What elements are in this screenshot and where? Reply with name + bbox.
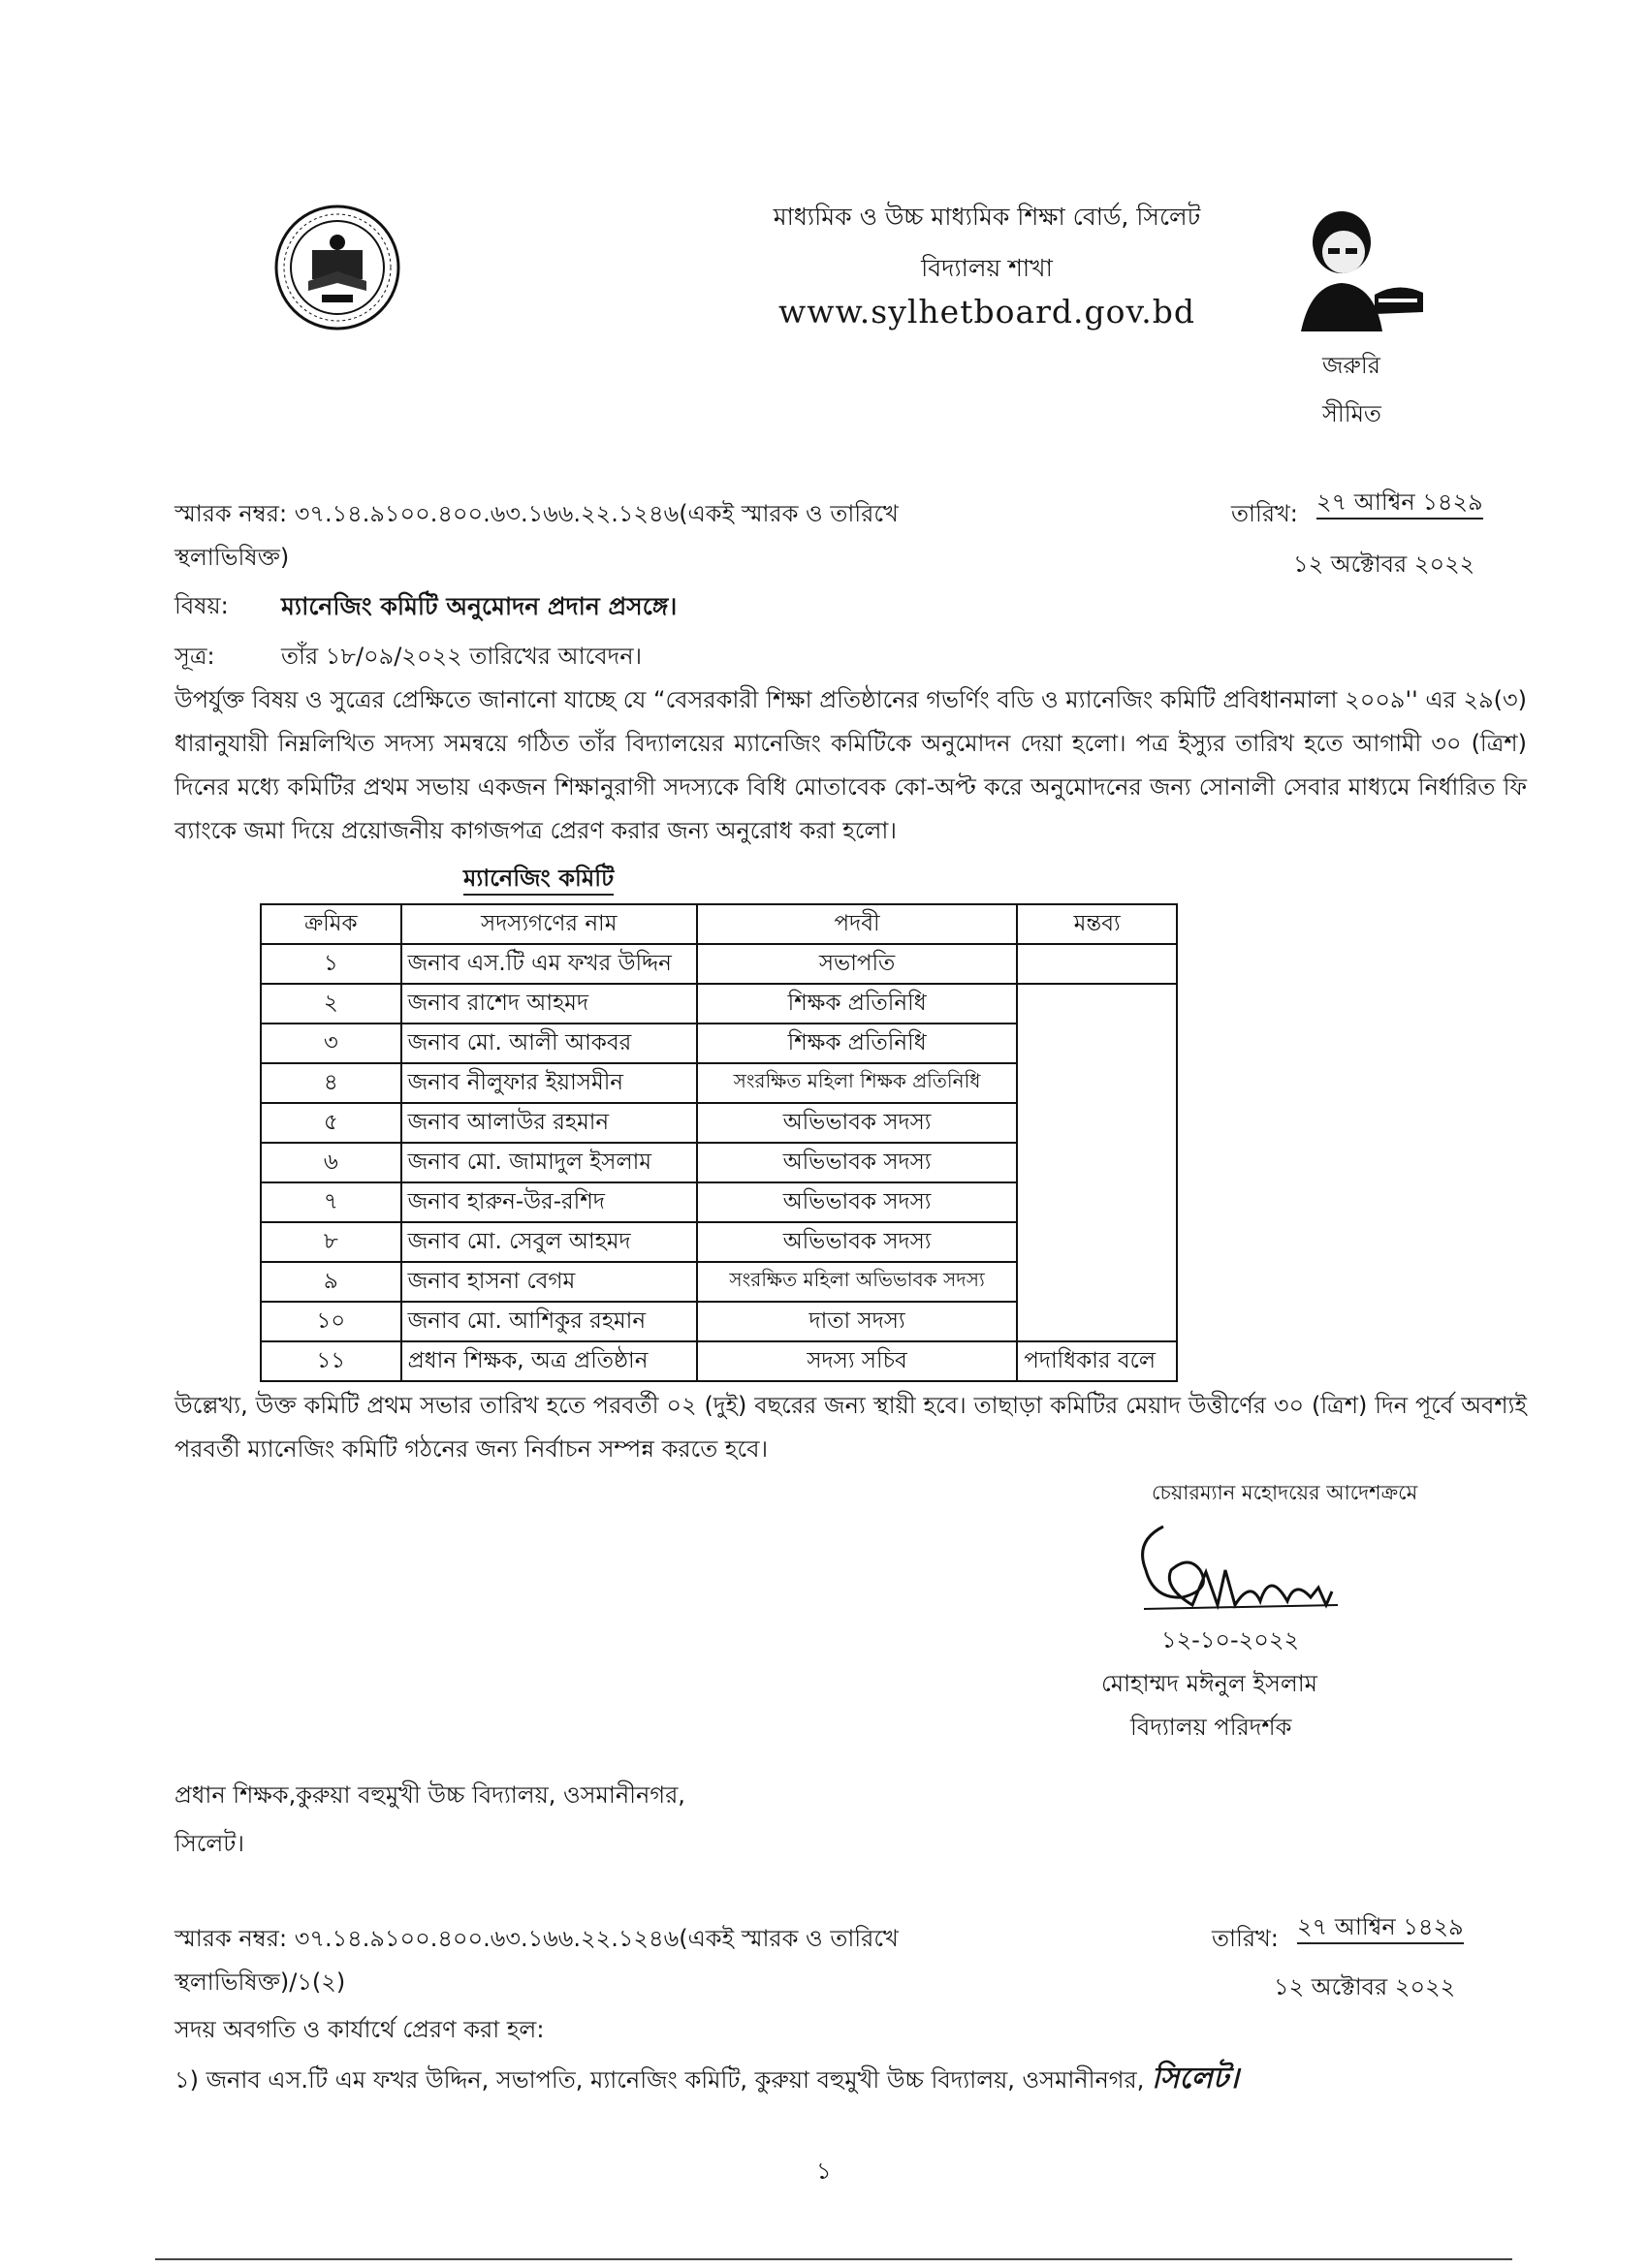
table-row (261, 984, 1177, 1024)
section-name: বিদ্যালয় শাখা (921, 254, 1053, 282)
page-number: ১ (816, 2158, 832, 2185)
cell-name: জনাব রাশেদ আহমদ (401, 984, 697, 1024)
cell-name: জনাব মো. আশিকুর রহমান (401, 1302, 697, 1341)
memo-ref-label: স্মারক নম্বর: (174, 500, 288, 527)
memo2-date-bangla: ২৭ আশ্বিন ১৪২৯ (1297, 1906, 1464, 1949)
cell-post: সভাপতি (697, 944, 1017, 984)
board-name: মাধ্যমিক ও উচ্চ মাধ্যমিক শিক্ষা বোর্ড, সিলেট (773, 203, 1201, 231)
col-header-name: সদস্যগণের নাম (401, 904, 697, 944)
table-header-row (261, 904, 1177, 944)
col-header-serial: ক্রমিক (261, 904, 401, 944)
cell-serial: ৭ (261, 1182, 401, 1222)
website-link[interactable]: www.sylhetboard.gov.bd (777, 293, 1195, 331)
cell-post: অভিভাবক সদস্য (697, 1182, 1017, 1222)
memo2-ref-label: স্মারক নম্বর: (174, 1925, 288, 1952)
cell-post: অভিভাবক সদস্য (697, 1103, 1017, 1143)
table-row (261, 944, 1177, 984)
memo2-ref-number: ৩৭.১৪.৯১০০.৪০০.৬৩.১৬৬.২২.১২৪৬(একই স্মারক ও তারিখে (294, 1925, 899, 1952)
mujib-borsho-emblem-icon (1282, 205, 1427, 331)
body-paragraph: উপর্যুক্ত বিষয় ও সুত্রের প্রেক্ষিতে জানানো যাচ্ছে যে “বেসরকারী শিক্ষা প্রতিষ্ঠানের গভর্ণিং বডি ও ম্যানেজিং কমিটি প্রবিধানমালা ২০০৯'' এর ২৯(৩) ধারানুযায়ী নিম্নলিখিত সদস্য সমন্বয়ে গঠিত তাঁর বিদ্যালয়ের ম্যানেজিং কমিটিকে অনুমোদন দেয়া হলো। পত্র ইস্যুর তারিখ হতে আগামী ৩০ (ত্রিশ) দিনের মধ্যে কমিটির প্রথম সভায় একজন শিক্ষানুরাগী সদস্যকে বিধি মোতাবেক কো-অপ্ট করে অনুমোদনের জন্য সোনালী সেবার মাধ্যমে নির্ধারিত ফি ব্যাংকে জমা দিয়ে প্রয়োজনীয় কাগজপত্র প্রেরণ করার জন্য অনুরোধ করা হলো। (174, 686, 1527, 844)
memo-ref-cont: স্থলাভিষিক্ত) (174, 544, 290, 571)
restricted-tag: সীমিত (1322, 400, 1381, 427)
cell-serial: ৫ (261, 1103, 401, 1143)
memo-ref-number: ৩৭.১৪.৯১০০.৪০০.৬৩.১৬৬.২২.১২৪৬(একই স্মারক ও তারিখে (294, 500, 899, 527)
cell-name: জনাব মো. সেবুল আহমদ (401, 1222, 697, 1262)
cell-name: জনাব নীলুফার ইয়াসমীন (401, 1063, 697, 1103)
memo-ref-line (174, 492, 899, 536)
table-row (261, 1341, 1177, 1381)
cell-name: জনাব আলাউর রহমান (401, 1103, 697, 1143)
cell-name: প্রধান শিক্ষক, অত্র প্রতিষ্ঠান (401, 1341, 697, 1381)
note-paragraph: উল্লেখ্য, উক্ত কমিটি প্রথম সভার তারিখ হতে পরবর্তী ০২ (দুই) বছরের জন্য স্থায়ী হবে। তাছাড়া কমিটির মেয়াদ উত্তীর্ণের ৩০ (ত্রিশ) দিন পূর্বে অবশ্যই পরবর্তী ম্যানেজিং কমিটি গঠনের জন্য নির্বাচন সম্পন্ন করতে হবে। (174, 1392, 1527, 1463)
recipient-line-2: সিলেট। (174, 1830, 244, 1857)
cell-post: শিক্ষক প্রতিনিধি (697, 1024, 1017, 1063)
cell-post: সংরক্ষিত মহিলা শিক্ষক প্রতিনিধি (697, 1063, 1017, 1103)
cell-serial: ১০ (261, 1302, 401, 1341)
signatory-name: মোহাম্মদ মঈনুল ইসলাম (1101, 1670, 1317, 1697)
cell-name: জনাব হারুন-উর-রশিদ (401, 1182, 697, 1222)
memo2-ref-cont: স্থলাভিষিক্ত)/১(২) (174, 1969, 346, 1996)
memo-date-bangla: ২৭ আশ্বিন ১৪২৯ (1316, 481, 1483, 524)
copy-item-text: ১) জনাব এস.টি এম ফখর উদ্দিন, সভাপতি, ম্যানেজিং কমিটি, কুরুয়া বহুমুখী উচ্চ বিদ্যালয়, ওসমানীনগর, (174, 2066, 1145, 2094)
cell-post: অভিভাবক সদস্য (697, 1143, 1017, 1182)
reference-text: তাঁর ১৮/০৯/২০২২ তারিখের আবেদন। (281, 643, 643, 670)
subject-label: বিষয়: (174, 592, 229, 619)
order-line: চেয়ারম্যান মহোদয়ের আদেশক্রমে (1152, 1481, 1418, 1504)
cell-serial: ৯ (261, 1262, 401, 1302)
cell-serial: ৩ (261, 1024, 401, 1063)
copy-item (174, 2057, 1541, 2102)
page-edge-line (155, 2258, 1512, 2260)
cell-name: জনাব এস.টি এম ফখর উদ্দিন (401, 944, 697, 984)
cell-remark-merged (1017, 984, 1177, 1341)
cell-serial: ১১ (261, 1341, 401, 1381)
memo2-ref-line (174, 1917, 899, 1961)
cell-name: জনাব মো. আলী আকবর (401, 1024, 697, 1063)
board-seal-icon (273, 204, 401, 331)
cell-post: অভিভাবক সদস্য (697, 1222, 1017, 1262)
cell-serial: ২ (261, 984, 401, 1024)
cell-serial: ১ (261, 944, 401, 984)
copy-item-handwritten: সিলেট। (1152, 2062, 1239, 2095)
reference-label: সূত্র: (174, 643, 215, 670)
cell-post: শিক্ষক প্রতিনিধি (697, 984, 1017, 1024)
cell-serial: ৬ (261, 1143, 401, 1182)
cell-remark: পদাধিকার বলে (1017, 1341, 1177, 1381)
cell-post: দাতা সদস্য (697, 1302, 1017, 1341)
signature-date: ১২-১০-২০২২ (1161, 1626, 1300, 1654)
memo-date-english: ১২ অক্টোবর ২০২২ (1293, 551, 1475, 578)
col-header-remark: মন্তব্য (1017, 904, 1177, 944)
signature-mark (1125, 1512, 1357, 1623)
urgent-tag: জরুরি (1322, 352, 1380, 379)
signatory-designation: বিদ্যালয় পরিদর্শক (1130, 1714, 1292, 1741)
cell-remark (1017, 944, 1177, 984)
cell-serial: ৪ (261, 1063, 401, 1103)
copy-intro: সদয় অবগতি ও কার্যার্থে প্রেরণ করা হল: (174, 2016, 545, 2043)
cell-post: সদস্য সচিব (697, 1341, 1017, 1381)
committee-table (260, 903, 1178, 1382)
cell-name: জনাব হাসনা বেগম (401, 1262, 697, 1302)
cell-name: জনাব মো. জামাদুল ইসলাম (401, 1143, 697, 1182)
subject-text: ম্যানেজিং কমিটি অনুমোদন প্রদান প্রসঙ্গে। (281, 592, 678, 620)
recipient-line-1: প্রধান শিক্ষক,কুরুয়া বহুমুখী উচ্চ বিদ্যালয়, ওসমানীনগর, (174, 1781, 685, 1809)
committee-title: ম্যানেজিং কমিটি (463, 861, 614, 899)
memo2-date-english: ১২ অক্টোবর ২০২২ (1274, 1973, 1456, 2000)
col-header-post: পদবী (697, 904, 1017, 944)
memo2-date-label: তারিখ: (1212, 1925, 1279, 1952)
cell-post: সংরক্ষিত মহিলা অভিভাবক সদস্য (697, 1262, 1017, 1302)
cell-serial: ৮ (261, 1222, 401, 1262)
memo-date-label: তারিখ: (1231, 500, 1298, 527)
